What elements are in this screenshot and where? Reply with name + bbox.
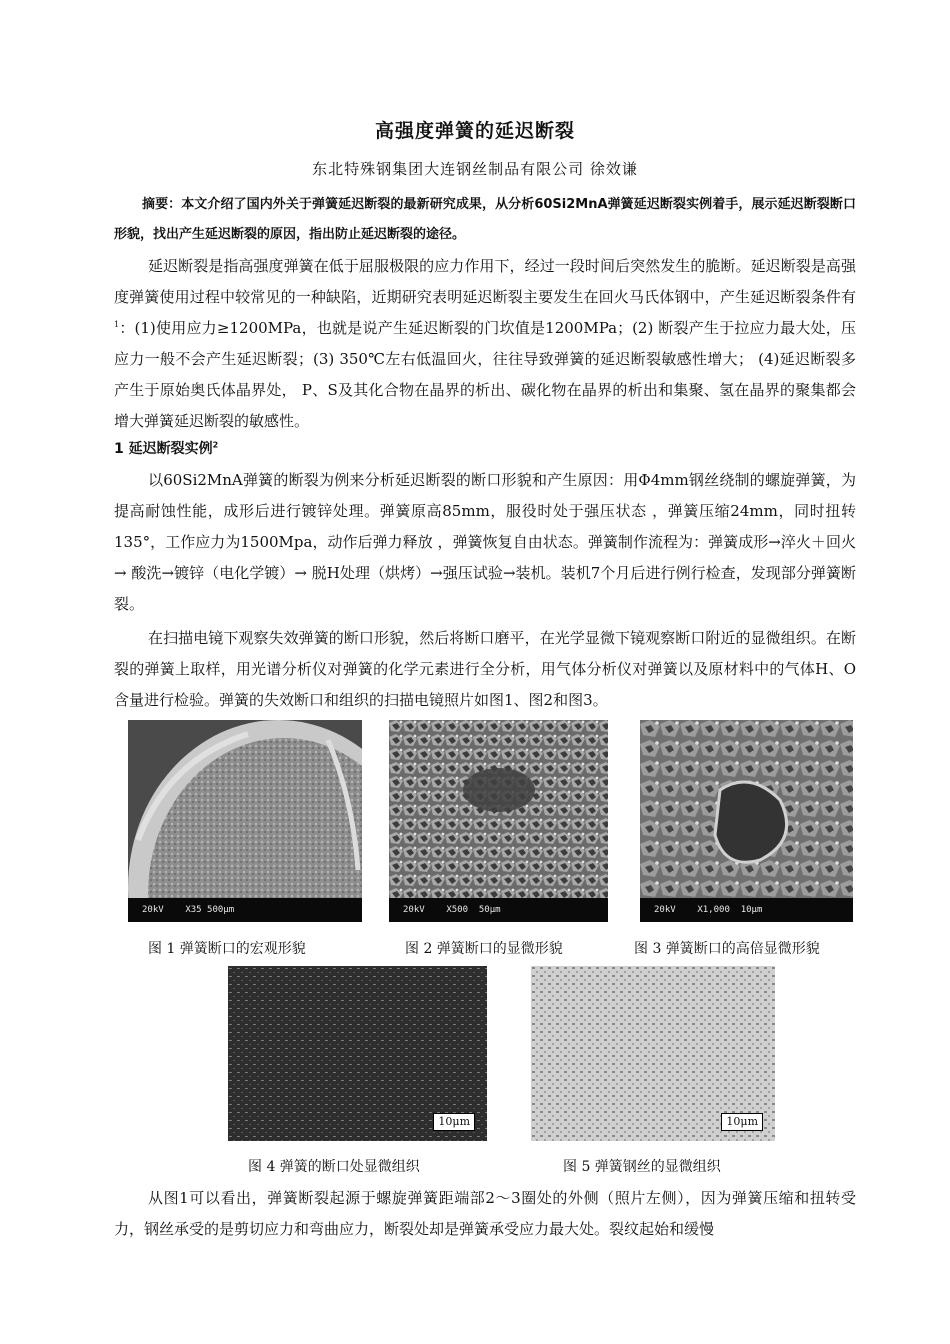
intro-paragraph: [114, 251, 856, 437]
figure-3-caption: 图 3 弹簧断口的高倍显微形貌: [634, 941, 820, 957]
intro-text-1: 延迟断裂是指高强度弹簧在低于屈服极限的应力作用下，经过一段时间后突然发生的脆断。延迟断裂是高强度弹簧使用过程中较常见的一种缺陷，近期研究表明延迟断裂主要发生在回火马氏体钢中，产生延迟断裂条件有: [114, 257, 856, 306]
figure-5-caption: 图 5 弹簧钢丝的显微组织: [563, 1159, 721, 1175]
author-line: 东北特殊钢集团大连钢丝制品有限公司 徐效谦: [312, 160, 638, 178]
reference-mark: 2: [212, 440, 219, 450]
figure-2-caption: 图 2 弹簧断口的显微形貌: [405, 941, 563, 957]
figure-3-scale: 20kV X1,000 10μm: [640, 898, 853, 922]
intro-text-2: ：(1)使用应力≥1200MPa，也就是说产生延迟断裂的门坎值是1200MPa；(2) 断裂产生于拉应力最大处，压应力一般不会产生延迟断裂；(3) 350℃左右低温回火，往往导致弹簧的延迟断裂敏感性增大； (4)延迟断裂多产生于原始奥氏体晶界处， P、S及其化合物在晶界的析出、碳化物在晶界的析出和集聚、氢在晶界的聚集都会增大弹簧延迟断裂的敏感性。: [114, 319, 856, 430]
paper-title: 高强度弹簧的延迟断裂: [374, 120, 575, 142]
abstract: 摘要：本文介绍了国内外关于弹簧延迟断裂的最新研究成果，从分析60Si2MnA弹簧延迟断裂实例着手，展示延迟断裂断口形貌，找出产生延迟断裂的原因，指出防止延迟断裂的途径。: [114, 197, 856, 242]
figure-4-scale: 10μm: [433, 1113, 475, 1131]
figure-2-image: [389, 720, 608, 922]
reference-mark: 1: [114, 320, 120, 329]
figure-1-caption: 图 1 弹簧断口的宏观形貌: [148, 941, 306, 957]
figure-5-scale: 10μm: [721, 1113, 763, 1131]
figure-1-scale: 20kV X35 500μm: [128, 898, 362, 922]
figure-5-image: [531, 966, 775, 1141]
figure-3-image: [640, 720, 853, 922]
section-heading: 1 延迟断裂实例$^2$: [114, 440, 219, 457]
section-paragraph-3: 从图1可以看出，弹簧断裂起源于螺旋弹簧距端部2～3圈处的外侧（照片左侧），因为弹簧压缩和扭转受力，钢丝承受的是剪切应力和弯曲应力，断裂处却是弹簧承受应力最大处。裂纹起始和缓慢: [114, 1189, 856, 1238]
section-paragraph-2: 在扫描电镜下观察失效弹簧的断口形貌，然后将断口磨平，在光学显微下镜观察断口附近的显微组织。在断裂的弹簧上取样，用光谱分析仪对弹簧的化学元素进行全分析，用气体分析仪对弹簧以及原材料中的气体H、O含量进行检验。弹簧的失效断口和组织的扫描电镜照片如图1、图2和图3。: [114, 629, 856, 709]
figure-2-scale: 20kV X500 50μm: [389, 898, 608, 922]
figure-1-image: [128, 720, 362, 922]
section-paragraph-1: 以60Si2MnA弹簧的断裂为例来分析延迟断裂的断口形貌和产生原因：用Φ4mm钢丝绕制的螺旋弹簧，为提高耐蚀性能，成形后进行镀锌处理。弹簧原高85mm，服役时处于强压状态 ，弹簧压缩24mm，同时扭转135°，工作应力为1500Mpa，动作后弹力释放 ，弹簧恢复自由状态。弹簧制作流程为：弹簧成形→淬火＋回火→ 酸洗→镀锌（电化学镀）→ 脱H处理（烘烤）→强压试验→装机。装机7个月后进行例行检查，发现部分弹簧断裂。: [114, 471, 856, 613]
figure-4-image: [228, 966, 487, 1141]
figure-4-caption: 图 4 弹簧的断口处显微组织: [248, 1159, 420, 1175]
